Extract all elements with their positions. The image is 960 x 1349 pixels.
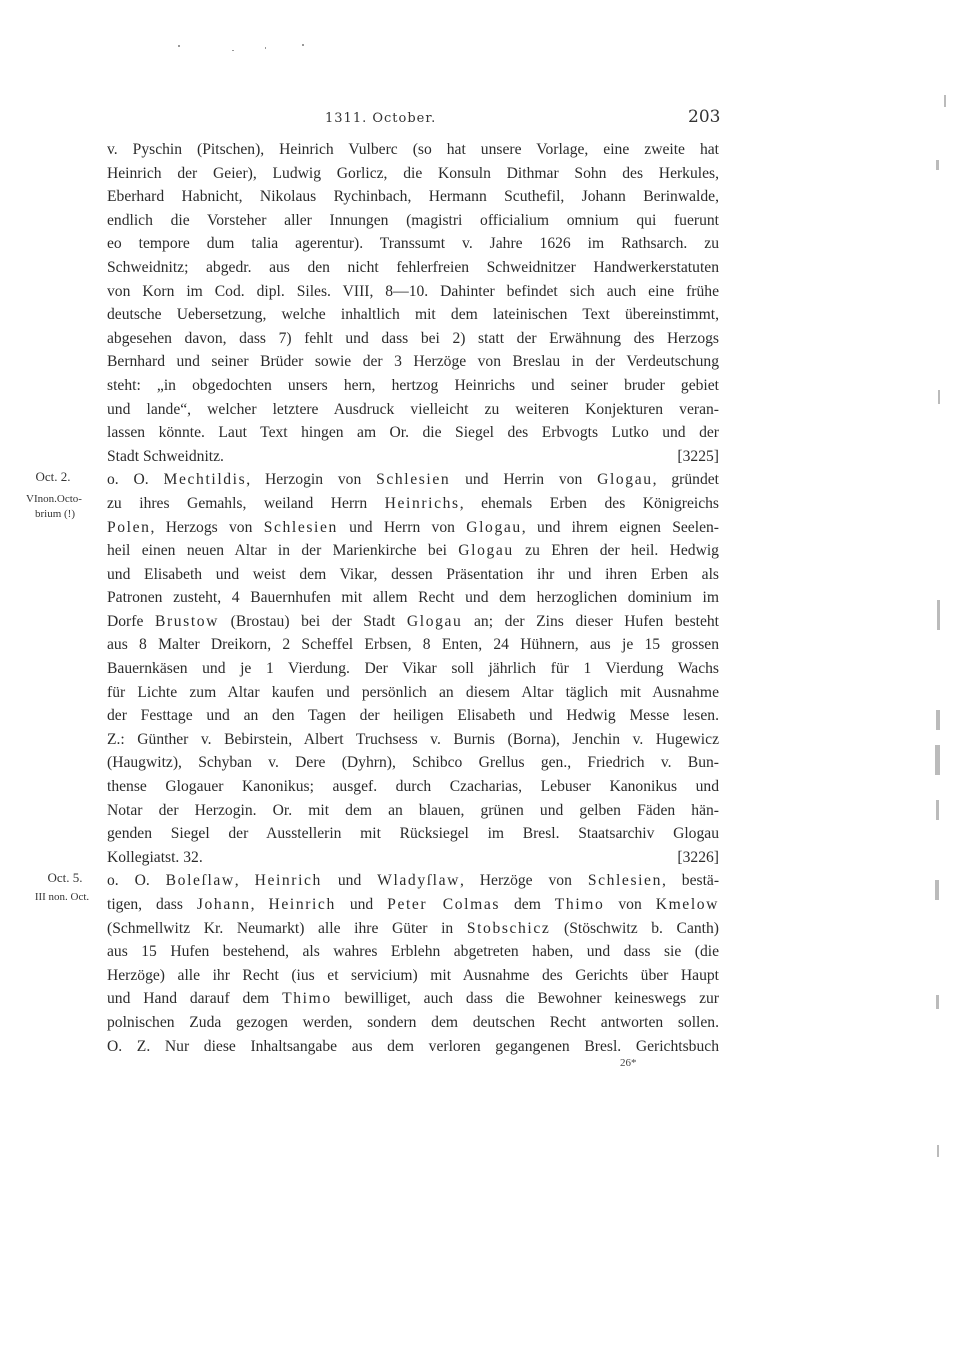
margin-roman-3227: III non. Oct. (34, 891, 90, 903)
scan-speck (178, 45, 180, 47)
entry-3227-line: polnischen Zuda gezogen werden, sondern dem deutschen Recht antworten sollen. (107, 1013, 719, 1031)
scan-speck (302, 44, 304, 46)
entry-3227-line: und Hand darauf dem Thimo bewilliget, auch dass die Bewohner keineswegs zur (107, 990, 719, 1008)
scan-edge-mark (938, 390, 940, 404)
scan-speck (265, 47, 266, 49)
entry-3226-line: o. O. Mechtildis, Herzogin von Schlesien und Herrin von Glogau, gründet (107, 471, 719, 489)
person-name: Peter Colmas (387, 896, 501, 913)
scan-edge-mark (936, 800, 939, 820)
person-name: Johann (196, 896, 251, 913)
entry-3225-last-line: Stadt Schweidnitz. [3225] (107, 445, 719, 469)
margin-roman-3226-b: brium (!) (34, 508, 75, 520)
scan-edge-mark (936, 710, 940, 730)
body-line: Bernhard und seiner Brüder sowie der 3 Herzöge von Breslau in der Verdeutschung (107, 353, 719, 371)
margin-date-3226: Oct. 2. (35, 469, 71, 484)
place-name: Stobschicz (466, 919, 551, 937)
person-name: Wladyſlaw (377, 872, 460, 890)
entry-3226-line: Polen, Herzogs von Schlesien und Herrn von Glogau, und ihrem eignen Seelen- (107, 518, 719, 536)
page-number: 203 (688, 107, 721, 127)
place-name: Glogau (597, 471, 653, 489)
place-name: Glogau (406, 612, 463, 630)
entry-3227-line: O. Z. Nur diese Inhaltsangabe aus dem verloren gegangenen Bresl. Gerichtsbuch (107, 1037, 719, 1055)
body-line: steht: „in obgedochten unsers hern, hertzog Heinrichs und seiner bruder gebiet (107, 376, 719, 394)
person-name: Thimo (554, 896, 605, 913)
entry-3227-line: (Schmellwitz Kr. Neumarkt) alle ihre Güter in Stobschicz (Stöschwitz b. Canth) (107, 919, 719, 937)
entry-3226-line: genden Siegel der Ausstellerin mit Rücksiegel im Bresl. Staatsarchiv Glogau (107, 825, 719, 843)
entry-number-3226: [3226] (677, 848, 719, 866)
entry-3226-line: der Festtage und an den Tagen der heiligen Elisabeth und Hedwig Messe lesen. (107, 707, 719, 725)
entry-3227-line: o. O. Boleſlaw, Heinrich und Wladyſlaw, Herzöge von Schlesien, bestä- (107, 872, 720, 890)
scan-speck (232, 50, 234, 51)
body-line: Eberhard Habnicht, Nikolaus Rychinbach, Hermann Scuthefil, Johann Berinwalde, (107, 188, 719, 206)
person-name: Heinrichs (384, 494, 460, 512)
scan-edge-mark (935, 880, 939, 900)
person-name: Boleſlaw (165, 872, 235, 890)
sheet-signature: 26* (620, 1057, 637, 1069)
place-name: Glogau (458, 542, 514, 560)
body-line: Heinrich der Geier), Ludwig Gorlicz, die Konsuln Dithmar Sohn des Herkules, (107, 164, 719, 182)
place-name: Schlesien (376, 471, 451, 489)
entry-3226-line: zu ihres Gemahls, weiland Herrn Heinrichs, ehemals Erben des Königreichs (107, 494, 719, 512)
place-name: Kmelow (655, 896, 720, 913)
body-line: deutsche Uebersetzung, welche inhaltlich mit dem lateinischen Text übereinstimmt, (107, 306, 719, 324)
entry-3226-line: und Elisabeth und weist dem Vikar, dessen Präsentation ihr und ihren Erben als (107, 565, 719, 583)
scan-edge-mark (935, 745, 940, 775)
entry-3226-line: Dorfe Brustow (Brostau) bei der Stadt Glogau an; der Zins dieser Hufen besteht (107, 612, 720, 630)
entry-3226-line: Bauernkäsen und je 1 Vierdung. Der Vikar soll jährlich für 1 Vierdung Wachs (107, 660, 719, 678)
place-name: Glogau (466, 518, 522, 536)
place-name: Polen (107, 518, 151, 536)
place-name: Schlesien (263, 518, 338, 536)
entry-3226-line: (Haugwitz), Schyban v. Dere (Dyhrn), Schibco Grellus gen., Friedrich v. Bun- (107, 754, 719, 772)
entry-3226-line: Notar der Herzogin. Or. mit dem an blauen, grünen und gelben Fäden hän- (107, 801, 719, 819)
body-line: eo tempore dum talia agerentur). Transsumt v. Jahre 1626 im Rathsarch. zu (107, 235, 719, 253)
scan-edge-mark (937, 1145, 939, 1157)
entry-3226-line: Z.: Günther v. Bebirstein, Albert Truchsess v. Burnis (Borna), Jenchin v. Hugewicz (107, 730, 719, 748)
scan-edge-mark (936, 160, 939, 170)
entry-3226-line: aus 8 Malter Dreikorn, 2 Scheffel Erbsen, 8 Enten, 24 Hühnern, aus je 15 grossen (107, 636, 719, 654)
margin-roman-3226-a: VInon.Octo- (26, 493, 82, 505)
entry-3227-line: Herzöge) alle ihr Recht (ius et servicium) mit Ausnahme des Gerichts über Haupt (107, 966, 719, 984)
entry-3227-line: aus 15 Hufen bestehend, als wahres Erblehn abgetreten haben, und dass sie (die (107, 943, 719, 961)
entry-3227-line: tigen, dass Johann, Heinrich und Peter Colmas dem Thimo von Kmelow (107, 896, 720, 913)
person-name: Mechtildis (163, 471, 247, 489)
place-name: Schlesien (587, 872, 662, 890)
entry-3226-line: heil einen neuen Altar in der Marienkirche bei Glogau zu Ehren der heil. Hedwig (107, 542, 719, 560)
body-line: v. Pyschin (Pitschen), Heinrich Vulberc (so hat unsere Vorlage, eine zweite hat (107, 141, 719, 158)
person-name: Thimo (282, 990, 332, 1008)
entry-3226-line: Patronen zusteht, 4 Bauernhufen mit allem Recht und dem herzoglichen dominium im (107, 589, 719, 607)
document-body (107, 138, 719, 1058)
margin-date-3227: Oct. 5. (47, 870, 83, 885)
scan-edge-mark (937, 600, 940, 630)
scan-edge-mark (936, 995, 939, 1009)
entry-3226-last-line: Kollegiatst. 32. [3226] (107, 846, 719, 870)
entry-number-3225: [3225] (677, 447, 719, 465)
scan-edge-mark (944, 95, 946, 107)
running-title: 1311. October. (325, 111, 437, 126)
body-line: endlich die Vorsteher aller Innungen (magistri officialium omnium qui fuerunt (107, 211, 719, 229)
body-line: lassen könnte. Laut Text hingen am Or. die Siegel des Erbvogts Lutko und der (107, 424, 719, 442)
person-name: Heinrich (268, 896, 336, 913)
person-name: Heinrich (254, 872, 322, 890)
entry-3226-line: thense Glogauer Kanonikus; ausgef. durch Czacharias, Lebuser Kanonikus und (107, 778, 719, 796)
body-line: von Korn im Cod. dipl. Siles. VIII, 8—10. Dahinter befindet sich auch eine frühe (107, 282, 719, 300)
place-name: Brustow (154, 612, 220, 630)
body-line: abgesehen davon, dass 7) fehlt und dass bei 2) statt der Erwähnung des Herzogs (107, 329, 719, 347)
body-line: Schweidnitz; abgedr. aus den nicht fehlerfreien Schweidnitzer Handwerkerstatuten (107, 258, 719, 276)
entry-3226-line: für Lichte zum Altar kaufen und persönlich an diesem Altar täglich mit Ausnahme (107, 683, 719, 701)
body-line: und lande“, welcher letztere Ausdruck vielleicht zu weiteren Konjekturen veran- (107, 400, 719, 418)
